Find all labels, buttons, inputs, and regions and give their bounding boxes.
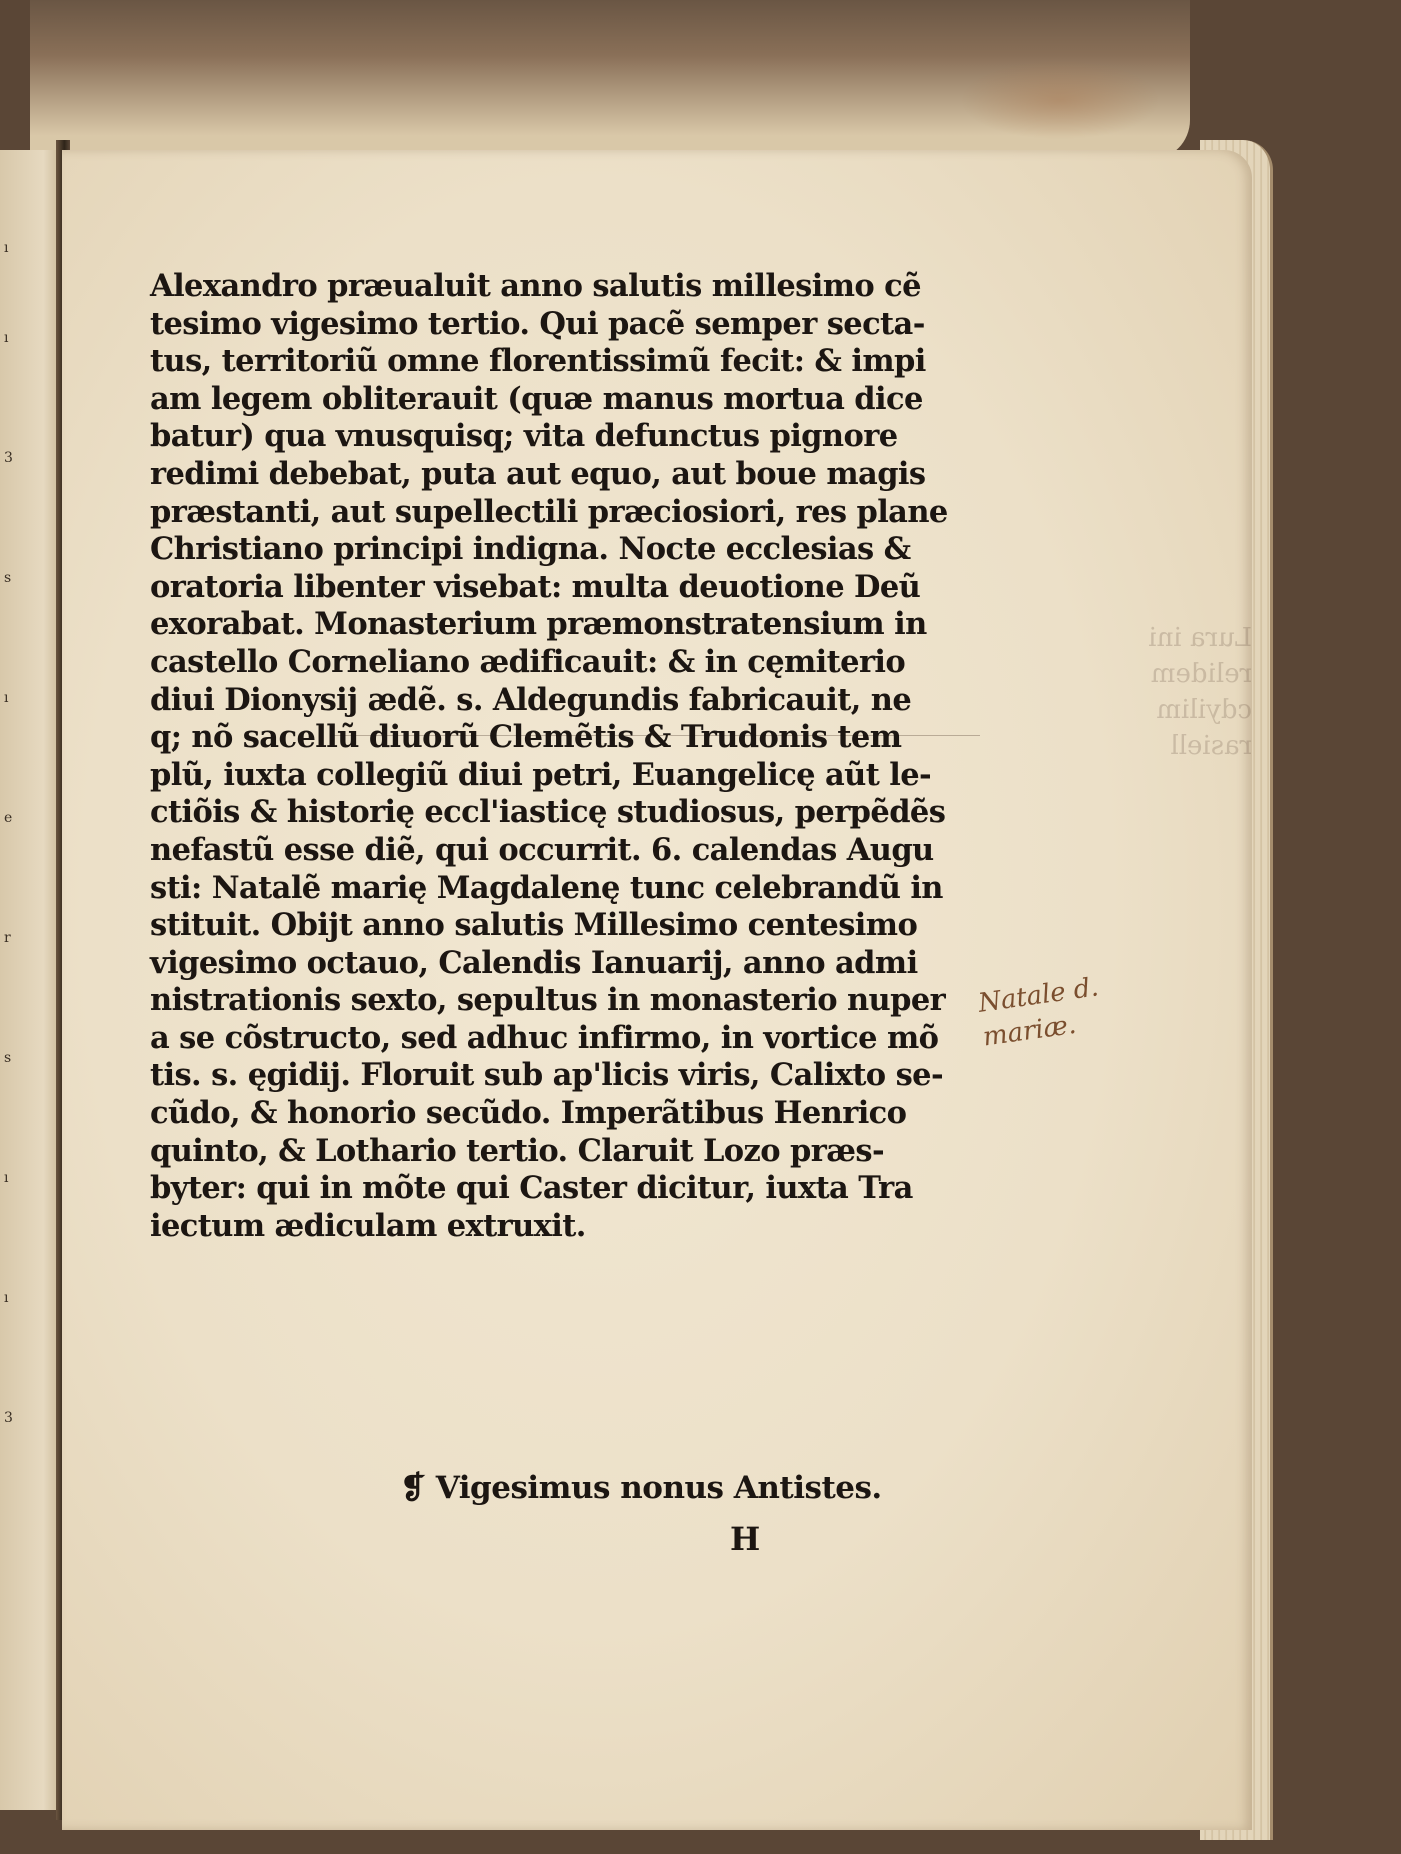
left-page-fragment: s <box>4 570 12 586</box>
text-line: sti: Natalẽ marię Magdalenę tunc celebrandũ in <box>150 869 943 906</box>
text-line: iectum ædiculam extruxit. <box>150 1207 586 1244</box>
text-line: nistrationis sexto, sepultus in monasterio nuper <box>150 982 946 1019</box>
left-page-fragment: 3 <box>4 450 13 466</box>
text-line: Christiano principi indigna. Nocte ecclesias & <box>150 531 911 568</box>
text-line: quinto, & Lothario tertio. Claruit Lozo præs- <box>150 1132 884 1169</box>
left-page-edge <box>0 150 64 1810</box>
left-page-fragment: ı <box>4 240 9 256</box>
text-line: castello Corneliano ædificauit: & in cęmiterio <box>150 643 906 680</box>
text-line: stituit. Obijt anno salutis Millesimo centesimo <box>150 907 918 944</box>
text-line: byter: qui in mõte qui Caster dicitur, iuxta Tra <box>150 1170 913 1207</box>
left-page-fragment: 3 <box>4 1410 13 1426</box>
text-line: vigesimo octauo, Calendis Ianuarij, anno admi <box>150 944 918 981</box>
text-line: cũdo, & honorio secũdo. Imperãtibus Henrico <box>150 1095 907 1132</box>
text-line: oratoria libenter visebat: multa deuotione Deũ <box>150 568 921 605</box>
text-line: exorabat. Monasterium præmonstratensium in <box>150 606 927 643</box>
text-line: diui Dionysij ædẽ. s. Aldegundis fabricauit, ne <box>150 681 912 718</box>
left-page-fragment: e <box>4 810 13 826</box>
body-text <box>150 268 980 1245</box>
left-page-fragment: ı <box>4 1290 9 1306</box>
left-page-fragment: ı <box>4 330 9 346</box>
left-page-fragment: r <box>4 930 11 946</box>
text-line: batur) qua vnusquisq; vita defunctus pignore <box>150 418 898 455</box>
text-line: tesimo vigesimo tertio. Qui pacẽ semper secta- <box>150 305 925 342</box>
text-line: a se cõstructo, sed adhuc infirmo, in vortice mõ <box>150 1019 939 1056</box>
text-line: nefastũ esse diẽ, qui occurrit. 6. calendas Augu <box>150 831 934 868</box>
text-line: tus, territoriũ omne florentissimũ fecit: & impi <box>150 343 926 380</box>
text-line: ctiõis & historię eccl'iasticę studiosus, perpẽdẽs <box>150 794 946 831</box>
text-line: tis. s. ęgidij. Floruit sub ap'licis viris, Calixto se- <box>150 1057 944 1094</box>
text-line: redimi debebat, puta aut equo, aut boue magis <box>150 455 926 492</box>
left-page-fragment: ı <box>4 1170 9 1186</box>
left-page-fragment: s <box>4 1050 12 1066</box>
signature-mark: H <box>730 1520 761 1558</box>
handwritten-margin-note: Natale d. mariæ. <box>976 972 1101 1053</box>
show-through-text: Lura ini relidem cdyilim rasiell <box>1148 623 1252 761</box>
stain <box>960 60 1160 140</box>
text-line: q; nõ sacellũ diuorũ Clemẽtis & Trudonis tem <box>150 719 902 756</box>
text-line: Alexandro præualuit anno salutis millesimo cẽ <box>150 268 921 304</box>
section-heading: ❡ Vigesimus nonus Antistes. <box>400 1470 882 1506</box>
left-page-fragment: ı <box>4 690 9 706</box>
text-line: plũ, iuxta collegiũ diui petri, Euangelicę aũt le- <box>150 756 932 793</box>
text-line: præstanti, aut supellectili præciosiori, res plane <box>150 493 948 530</box>
text-line: am legem obliterauit (quæ manus mortua dice <box>150 380 923 417</box>
